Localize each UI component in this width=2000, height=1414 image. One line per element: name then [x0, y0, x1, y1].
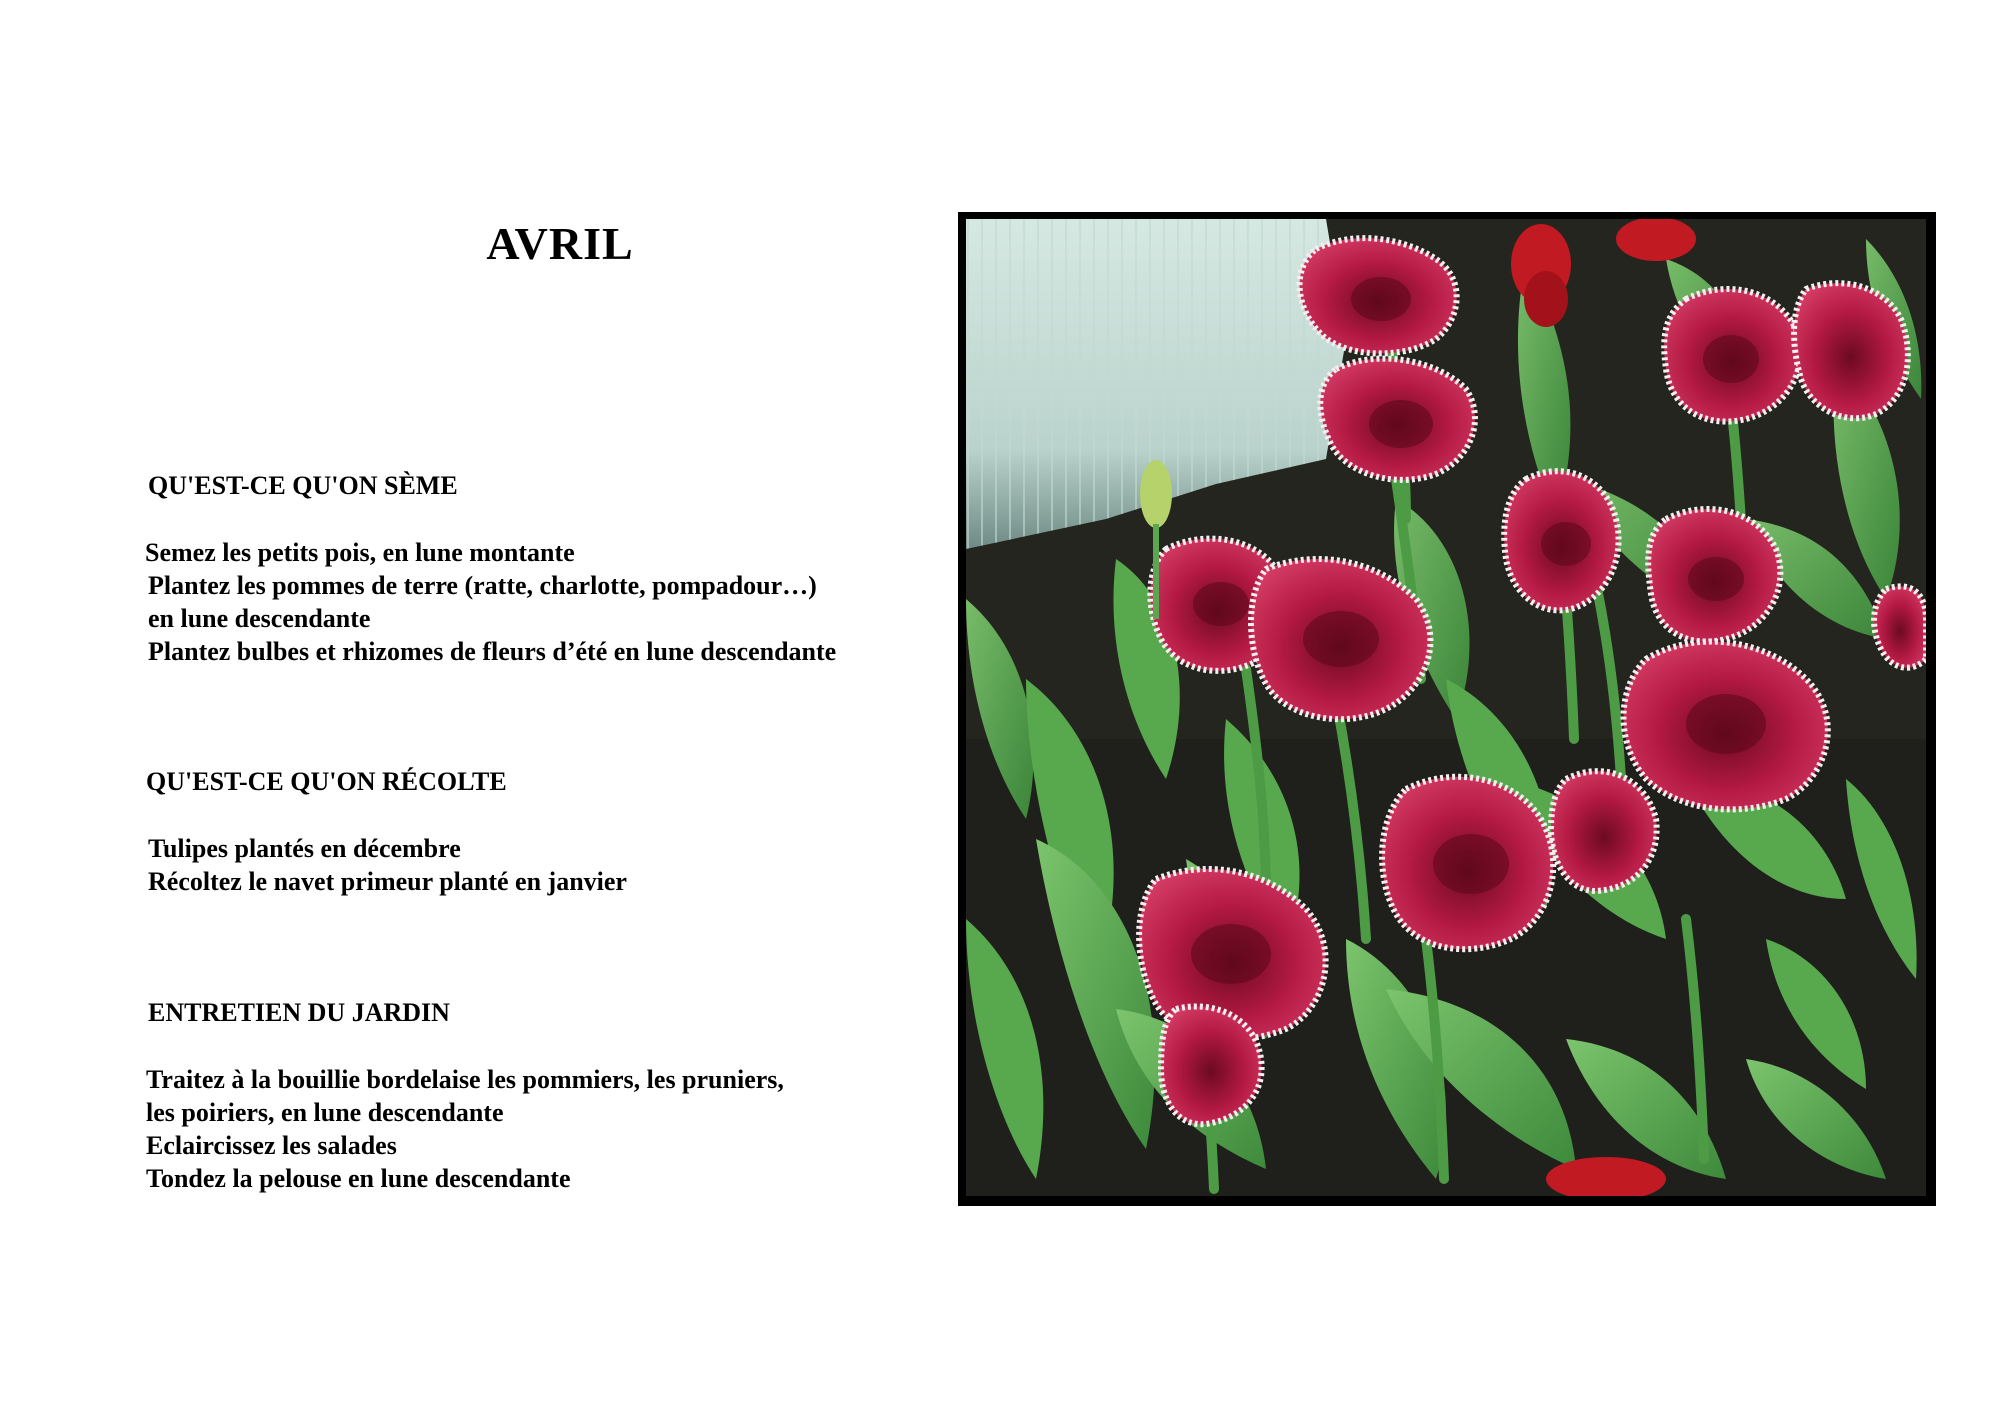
section-seme — [145, 470, 837, 668]
text-line: les poiriers, en lune descendante — [146, 1098, 504, 1127]
section-heading-seme: QU'EST-CE QU'ON SÈME — [148, 471, 458, 500]
section-lines-recolte — [148, 832, 627, 898]
text-line: Traitez à la bouillie bordelaise les pommiers, les pruniers, — [146, 1065, 784, 1094]
section-lines-entretien — [148, 1063, 784, 1195]
tulip-illustration — [966, 219, 1926, 1196]
text-line: Plantez bulbes et rhizomes de fleurs d’été en lune descendante — [148, 637, 837, 666]
text-line: en lune descendante — [148, 604, 371, 633]
tulip-photo — [966, 219, 1926, 1196]
section-heading-entretien: ENTRETIEN DU JARDIN — [148, 998, 450, 1027]
text-line: Plantez les pommes de terre (ratte, charlotte, pompadour…) — [148, 571, 817, 600]
section-entretien — [148, 997, 784, 1195]
text-line: Tondez la pelouse en lune descendante — [146, 1164, 571, 1193]
section-lines-seme — [145, 536, 837, 668]
text-line: Tulipes plantés en décembre — [148, 834, 461, 863]
text-line: Eclaircissez les salades — [146, 1131, 397, 1160]
section-heading-recolte: QU'EST-CE QU'ON RÉCOLTE — [146, 767, 507, 796]
page-title: AVRIL — [486, 218, 634, 269]
photo-frame — [958, 212, 1936, 1206]
text-line: Récoltez le navet primeur planté en janvier — [148, 867, 627, 896]
text-line: Semez les petits pois, en lune montante — [145, 538, 575, 567]
section-recolte — [148, 766, 627, 898]
